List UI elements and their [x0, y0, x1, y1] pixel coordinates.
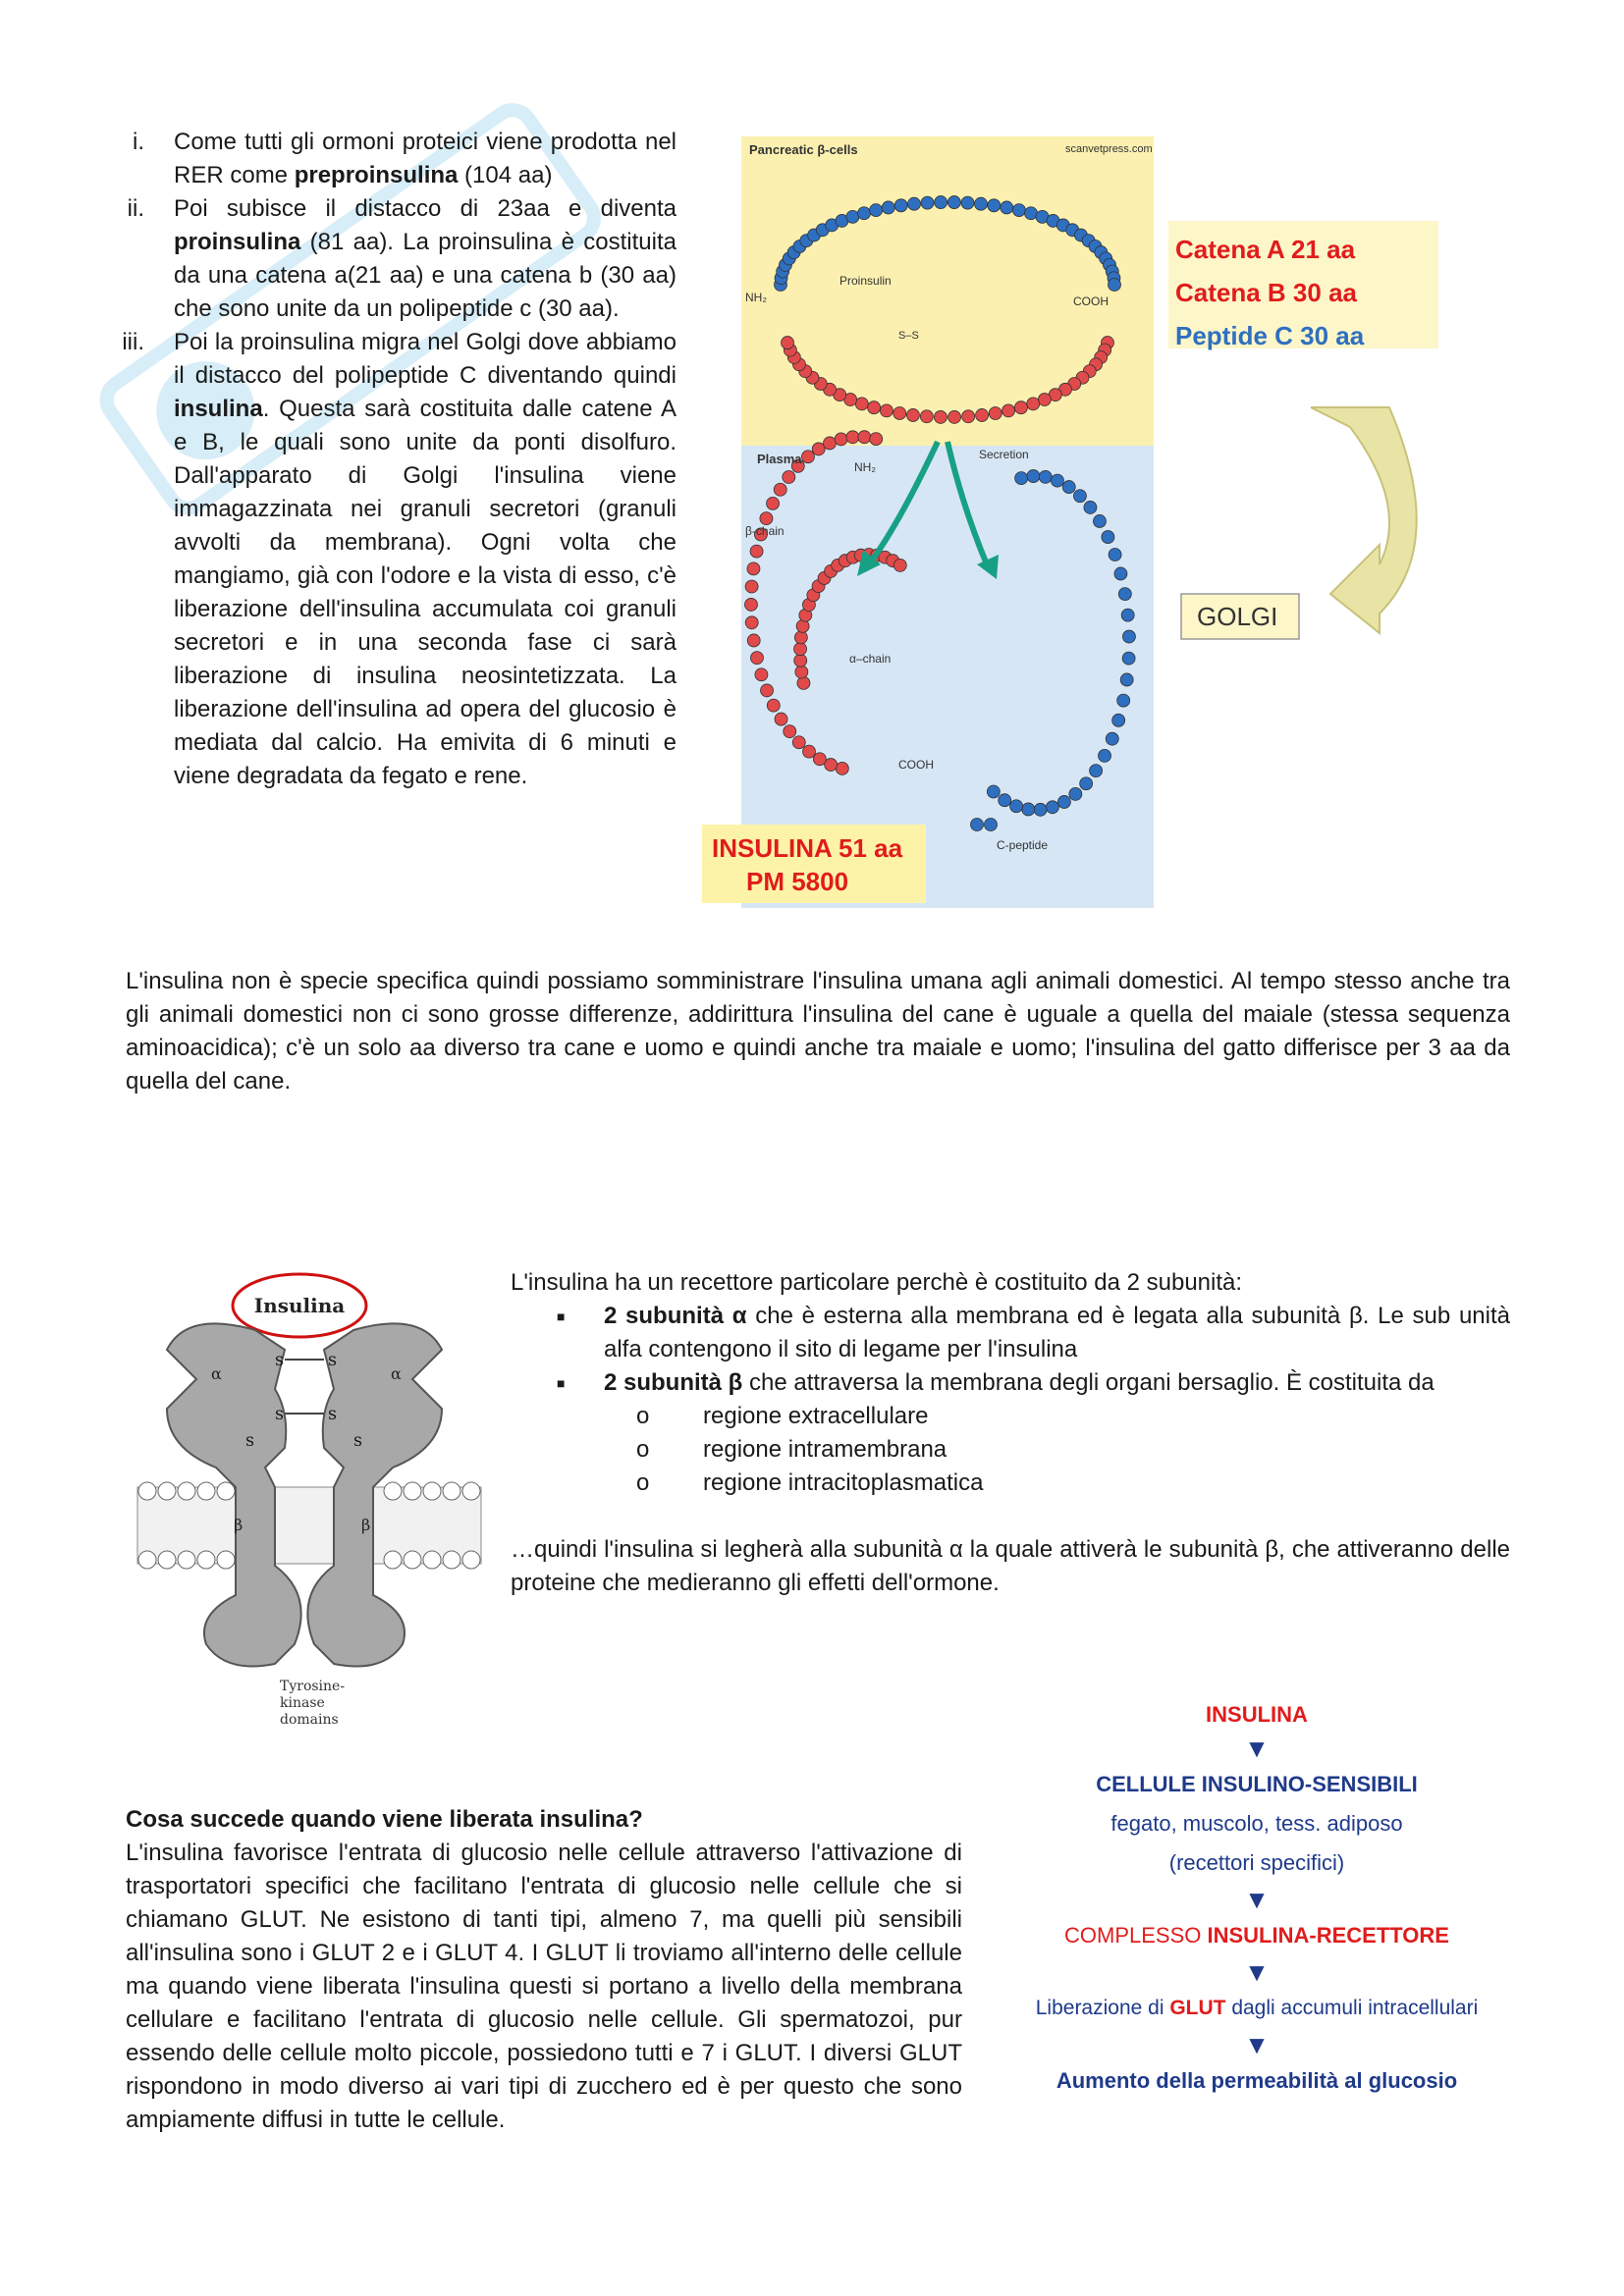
amino-acid-bead: [1121, 609, 1134, 621]
alpha-left: α: [211, 1364, 222, 1383]
amino-acid-bead: [792, 736, 805, 749]
sub-item: o regione intracitoplasmatica: [636, 1469, 984, 1496]
down-arrow-icon: ▼: [1244, 1734, 1270, 1763]
amino-acid-bead: [1099, 749, 1111, 762]
amino-acid-bead: [797, 676, 810, 689]
amino-acid-bead: [907, 197, 920, 210]
amino-acid-bead: [803, 745, 816, 758]
amino-acid-bead: [1102, 531, 1114, 544]
alpha-right: α: [391, 1364, 402, 1383]
amino-acid-bead: [893, 559, 906, 571]
amino-acid-bead: [835, 433, 847, 446]
amino-acid-bead: [745, 598, 758, 611]
b-chain-label: β-chain: [745, 524, 785, 538]
amino-acid-bead: [1034, 803, 1047, 816]
amino-acid-bead: [1027, 470, 1040, 483]
flow-step-cellule: CELLULE INSULINO-SENSIBILI: [1096, 1772, 1418, 1796]
amino-acid-bead: [882, 201, 894, 214]
amino-acid-bead: [1010, 800, 1023, 813]
amino-acid-bead: [1014, 401, 1027, 414]
amino-acid-bead: [1015, 472, 1028, 485]
amino-acid-bead: [1122, 630, 1135, 643]
species-paragraph: L'insulina non è specie specifica quindi possiamo somministrare l'insulina umana agli animali domestici. Al tempo stesso anche tra gli animali domestici non ci sono grosse differenze, addirittura l'insulina del cane è uguale a quella del maiale (stessa sequenza aminoacidica); c'è un solo aa diverso tra cane e uomo e quindi anche tra maiale e uomo; l'insulina del gatto differisce per 3 aa da quella del cane.: [126, 968, 1510, 1095]
amino-acid-bead: [906, 408, 919, 421]
amino-acid-bead: [893, 406, 906, 419]
amino-acid-bead: [880, 404, 893, 417]
amino-acid-bead: [784, 725, 796, 738]
cooh-label: COOH: [1073, 294, 1109, 308]
peptide-c-label: Peptide C 30 aa: [1175, 321, 1365, 350]
amino-acid-bead: [794, 631, 807, 644]
amino-acid-bead: [783, 471, 795, 484]
amino-acid-bead: [846, 431, 859, 444]
amino-acid-bead: [794, 643, 807, 656]
amino-acid-bead: [1112, 714, 1125, 726]
amino-acid-bead: [813, 753, 826, 766]
amino-acid-bead: [1073, 490, 1086, 503]
c-peptide-label: C-peptide: [997, 838, 1049, 852]
golgi-label: GOLGI: [1197, 602, 1278, 631]
proinsulin-diagram: [702, 133, 1448, 908]
amino-acid-bead: [1109, 549, 1121, 561]
amino-acid-bead: [858, 207, 871, 220]
catena-b-label: Catena B 30 aa: [1175, 278, 1357, 307]
insulina-label: Insulina: [253, 1294, 346, 1317]
sub-item: o regione extracellulare: [636, 1403, 929, 1429]
amino-acid-bead: [1080, 777, 1093, 790]
flow-step-organs: fegato, muscolo, tess. adiposo: [1110, 1811, 1403, 1836]
amino-acid-bead: [947, 196, 960, 209]
amino-acid-bead: [1012, 204, 1025, 217]
amino-acid-bead: [988, 199, 1001, 212]
ss-6: S: [353, 1435, 362, 1450]
amino-acid-bead: [775, 713, 787, 725]
a-chain-label: α–chain: [849, 652, 892, 666]
amino-acid-bead: [1046, 801, 1058, 814]
amino-acid-bead: [855, 398, 868, 410]
amino-acid-bead: [870, 433, 883, 446]
amino-acid-bead: [846, 210, 859, 223]
nh2-label-2: NH₂: [854, 460, 876, 474]
amino-acid-bead: [794, 654, 807, 667]
amino-acid-bead: [971, 819, 984, 831]
numbered-list: [122, 126, 677, 793]
amino-acid-bead: [1038, 394, 1051, 406]
amino-acid-bead: [1039, 470, 1052, 483]
amino-acid-bead: [858, 431, 871, 444]
amino-acid-bead: [760, 512, 773, 525]
amino-acid-bead: [961, 196, 974, 209]
amino-acid-bead: [767, 699, 780, 712]
amino-acid-bead: [745, 616, 758, 629]
list-item: ii. Poi subisce il distacco di 23aa e diventa proinsulina (81 aa). La proinsulina è costituita da una catena a(21 aa) e una catena b (30 aa) che sono unite da un polipeptide c (30 aa).: [127, 195, 677, 322]
down-arrow-icon: ▼: [1244, 2030, 1270, 2059]
amino-acid-bead: [1025, 207, 1038, 220]
amino-acid-bead: [1057, 795, 1070, 808]
insulin-flowchart: [992, 1698, 1522, 2101]
release-heading: Cosa succede quando viene liberata insulina?: [126, 1806, 643, 1833]
flow-step-recettori: (recettori specifici): [1168, 1850, 1345, 1875]
amino-acid-bead: [1022, 803, 1035, 816]
ss-3: S: [275, 1409, 284, 1423]
amino-acid-bead: [894, 199, 907, 212]
catena-a-label: Catena A 21 aa: [1175, 235, 1356, 264]
receptor-conclusion: …quindi l'insulina si legherà alla subunità α la quale attiverà le subunità β, che attiveranno delle proteine che medieranno gli effetti dell'ormone.: [511, 1536, 1510, 1596]
tyrosine-label-3: domains: [280, 1712, 339, 1728]
amino-acid-bead: [920, 410, 933, 423]
receptor-diagram: [128, 1252, 491, 1737]
amino-acid-bead: [1069, 787, 1082, 800]
amino-acid-bead: [987, 785, 1000, 798]
flow-step-glut: Liberazione di GLUT dagli accumuli intracellulari: [1035, 1997, 1479, 2019]
amino-acid-bead: [1051, 474, 1063, 487]
amino-acid-bead: [782, 337, 794, 349]
golgi-arrow: [1311, 407, 1417, 633]
amino-acid-bead: [1062, 481, 1075, 494]
amino-acid-bead: [761, 684, 774, 697]
amino-acid-bead: [1114, 567, 1127, 580]
bullet-beta: ■ 2 subunità β che attraversa la membrana degli organi bersaglio. È costituita da: [557, 1369, 1435, 1396]
amino-acid-bead: [868, 401, 881, 414]
amino-acid-bead: [755, 668, 768, 681]
down-arrow-icon: ▼: [1244, 1957, 1270, 1987]
list-item: i. Come tutti gli ormoni proteici viene prodotta nel RER come preproinsulina (104 aa): [133, 129, 677, 188]
amino-acid-bead: [1090, 765, 1103, 777]
ss-4: S: [328, 1409, 337, 1423]
beta-left: β: [234, 1516, 244, 1534]
ss-1: S: [275, 1355, 284, 1369]
amino-acid-bead: [975, 197, 988, 210]
amino-acid-bead: [1122, 652, 1135, 665]
amino-acid-bead: [962, 410, 975, 423]
amino-acid-bead: [921, 196, 934, 209]
flow-step-complesso: COMPLESSO INSULINA-RECETTORE: [1064, 1923, 1449, 1948]
amino-acid-bead: [1120, 673, 1133, 686]
pm-label: PM 5800: [746, 867, 849, 896]
sub-item: o regione intramembrana: [636, 1436, 947, 1463]
amino-acid-bead: [1084, 501, 1097, 513]
amino-acid-bead: [801, 451, 814, 463]
tyrosine-label-1: Tyrosine-: [280, 1679, 346, 1694]
amino-acid-bead: [870, 204, 883, 217]
ss-5: S: [245, 1435, 254, 1450]
amino-acid-bead: [745, 580, 758, 593]
down-arrow-icon: ▼: [1244, 1885, 1270, 1914]
ss-2: S: [328, 1355, 337, 1369]
release-text: L'insulina favorisce l'entrata di glucosio nelle cellule attraverso l'attivazione di trasportatori specifici che facilitano l'entrata di glucosio nelle cellule che si chiamano GLUT. Ne esistono di tanti tipi, almeno 7, ma quelli più sensibili all'insulina sono i GLUT 2 e i GLUT 4. I GLUT li troviamo all'interno delle cellule ma quando viene liberata l'insulina questi si portano a livello della membrana cellulare e facilitano l'entrata di glucosio nelle cellule. Gli spermatozoi, pur essendo delle cellule molto piccole, possiedono tutti e 7 i GLUT. I diversi GLUT rispondono in modo diverso ai vari tipi di zucchero ed è per questo che sono ampiamente diffusi in tutte le cellule.: [126, 1840, 962, 2133]
amino-acid-bead: [1117, 694, 1130, 707]
amino-acid-bead: [747, 634, 760, 647]
amino-acid-bead: [989, 406, 1001, 419]
bullet-alpha: ■ 2 subunità α che è esterna alla membrana ed è legata alla subunità β. Le sub unità alfa contengono il sito di legame per l'insulina: [557, 1303, 1510, 1362]
amino-acid-bead: [976, 408, 989, 421]
nh2-label: NH₂: [745, 291, 767, 304]
flow-step-insulina: INSULINA: [1206, 1702, 1308, 1727]
amino-acid-bead: [795, 666, 808, 678]
amino-acid-bead: [1109, 279, 1121, 292]
amino-acid-bead: [747, 562, 760, 575]
amino-acid-bead: [836, 762, 848, 774]
amino-acid-bead: [1093, 514, 1106, 527]
ss-label: S–S: [898, 330, 919, 342]
secretion-label: Secretion: [979, 448, 1029, 461]
source-label: scanvetpress.com: [1065, 143, 1153, 155]
amino-acid-bead: [1002, 404, 1015, 417]
amino-acid-bead: [774, 483, 786, 496]
amino-acid-bead: [750, 652, 763, 665]
release-section: [126, 1803, 962, 2137]
beta-right: β: [361, 1516, 371, 1534]
amino-acid-bead: [999, 794, 1011, 807]
list-item: iii. Poi la proinsulina migra nel Golgi dove abbiamo il distacco del polipeptide C diventando quindi insulina. Questa sarà costituita dalle catene A e B, le quali sono unite da ponti disolfuro. Dall'apparato di Golgi l'insulina viene immagazzinata nei granuli secretori (granuli avvolti da membrana). Ogni volta che mangiamo, già con l'odore e la vista di esso, c'è liberazione dell'insulina accumulata coi granuli secretori e in una seconda fase ci sarà liberazione di insulina neosintetizzata. La liberazione dell'insulina ad opera del glucosio è mediata dal calcio. Ha emivita di 6 minuti e viene degradata da fegato e rene.: [122, 329, 677, 789]
amino-acid-bead: [935, 196, 947, 209]
amino-acid-bead: [985, 819, 998, 831]
plasma-label: Plasma: [757, 452, 802, 466]
amino-acid-bead: [948, 410, 961, 423]
amino-acid-bead: [1118, 588, 1131, 601]
cooh-label-2: COOH: [898, 758, 934, 772]
receptor-intro: L'insulina ha un recettore particolare perchè è costituito da 2 subunità:: [511, 1269, 1243, 1296]
amino-acid-bead: [1027, 398, 1040, 410]
amino-acid-bead: [823, 437, 836, 450]
receptor-text: [511, 1266, 1510, 1600]
amino-acid-bead: [767, 497, 780, 509]
tyrosine-label-2: kinase: [280, 1695, 325, 1711]
pancreatic-label: Pancreatic β-cells: [749, 142, 858, 157]
amino-acid-bead: [1106, 732, 1118, 745]
amino-acid-bead: [750, 545, 763, 558]
amino-acid-bead: [1001, 201, 1013, 214]
amino-acid-bead: [934, 410, 947, 423]
insulina-51-label: INSULINA 51 aa: [712, 833, 903, 863]
flow-step-permeabilita: Aumento della permeabilità al glucosio: [1056, 2068, 1458, 2093]
proinsulin-label: Proinsulin: [839, 274, 892, 288]
